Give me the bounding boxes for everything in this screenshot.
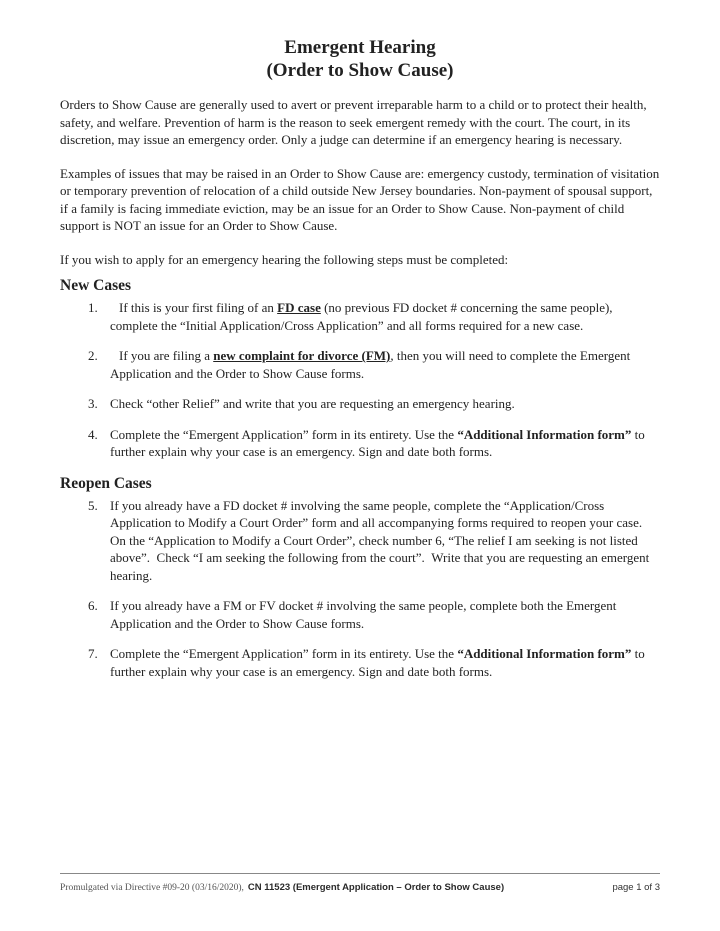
instruction-item: [60, 645, 660, 680]
intro-paragraph-1: Orders to Show Cause are generally used to avert or prevent irreparable harm to a child or to protect their health, safety, and welfare. Prevention of harm is the reason to seek emergent remedy with the court. The court, in its discretion, may issue an emergency order. Only a judge can determine if an emergency hearing is necessary.: [60, 97, 647, 147]
footer-form-id: CN 11523 (Emergent Application – Order to Show Cause): [247, 882, 505, 893]
footer-page-indicator: page 1 of 3: [612, 882, 660, 893]
item-number: 7.: [88, 646, 98, 661]
item-number: 2.: [88, 348, 98, 363]
intro-paragraph-2: Examples of issues that may be raised in an Order to Show Cause are: emergency custody, termination of visitation or temporary prevention of relocation of a child outside New Jersey boundaries. Non-payment of spousal support, if a family is facing immediate eviction, may be an issue for an Order to Show Cause. Non-payment of child support is NOT an issue for an Order to Show Cause.: [60, 165, 660, 233]
document-content: [60, 36, 660, 693]
instruction-item: [60, 299, 660, 334]
item-text: Complete the “Emergent Application” form in its entirety. Use the “Additional Information form” to further explain why your case is an emergency. Sign and date both forms.: [110, 646, 645, 679]
item-text: If you already have a FM or FV docket # involving the same people, complete both the Emergent Application and the Order to Show Cause forms.: [110, 598, 617, 631]
instruction-item: [60, 347, 660, 382]
section-heading-new-cases: New Cases: [60, 277, 132, 294]
footer-left: [60, 877, 504, 895]
page-title-line1: Emergent Hearing: [284, 37, 436, 58]
item-number: 1.: [88, 300, 98, 315]
new-cases-items: [60, 299, 660, 461]
intro-paragraph-3: If you wish to apply for an emergency hearing the following steps must be completed:: [60, 251, 509, 267]
item-text: Complete the “Emergent Application” form in its entirety. Use the “Additional Information form” to further explain why your case is an emergency. Sign and date both forms.: [110, 426, 645, 459]
item-number: 4.: [88, 426, 98, 442]
item-number: 6.: [88, 598, 98, 613]
page-title: [60, 36, 660, 82]
instruction-item: [60, 597, 660, 632]
instruction-item: [60, 395, 660, 413]
reopen-cases-items: [60, 497, 660, 681]
item-text: If this is your first filing of an FD case (no previous FD docket # concerning the same people), complete the “Initial Application/Cross Application” and all forms required for a new case.: [110, 300, 613, 333]
footer-promulgated-text: Promulgated via Directive #09-20 (03/16/2020),: [60, 883, 244, 893]
item-text: If you already have a FD docket # involving the same people, complete the “Application/Cross Application to Modify a Court Order” form and all accompanying forms required to reopen your case. On the “Application to Modify a Court Order”, check number 6, “The relief I am seeking is not listed above”. Check “I am seeking the following from the court”. Write that you are requesting an emergent hearing.: [110, 497, 650, 583]
item-text: If you are filing a new complaint for divorce (FM), then you will need to complete the Emergent Application and the Order to Show Cause forms.: [110, 348, 631, 381]
page-footer: [60, 873, 660, 895]
item-number: 5.: [88, 497, 98, 513]
instruction-item: [60, 497, 660, 585]
page-title-line2: (Order to Show Cause): [266, 60, 454, 81]
instruction-item: [60, 426, 660, 461]
item-text: Check “other Relief” and write that you are requesting an emergency hearing.: [110, 396, 515, 411]
section-heading-reopen-cases: Reopen Cases: [60, 474, 152, 492]
item-number: 3.: [88, 396, 98, 411]
